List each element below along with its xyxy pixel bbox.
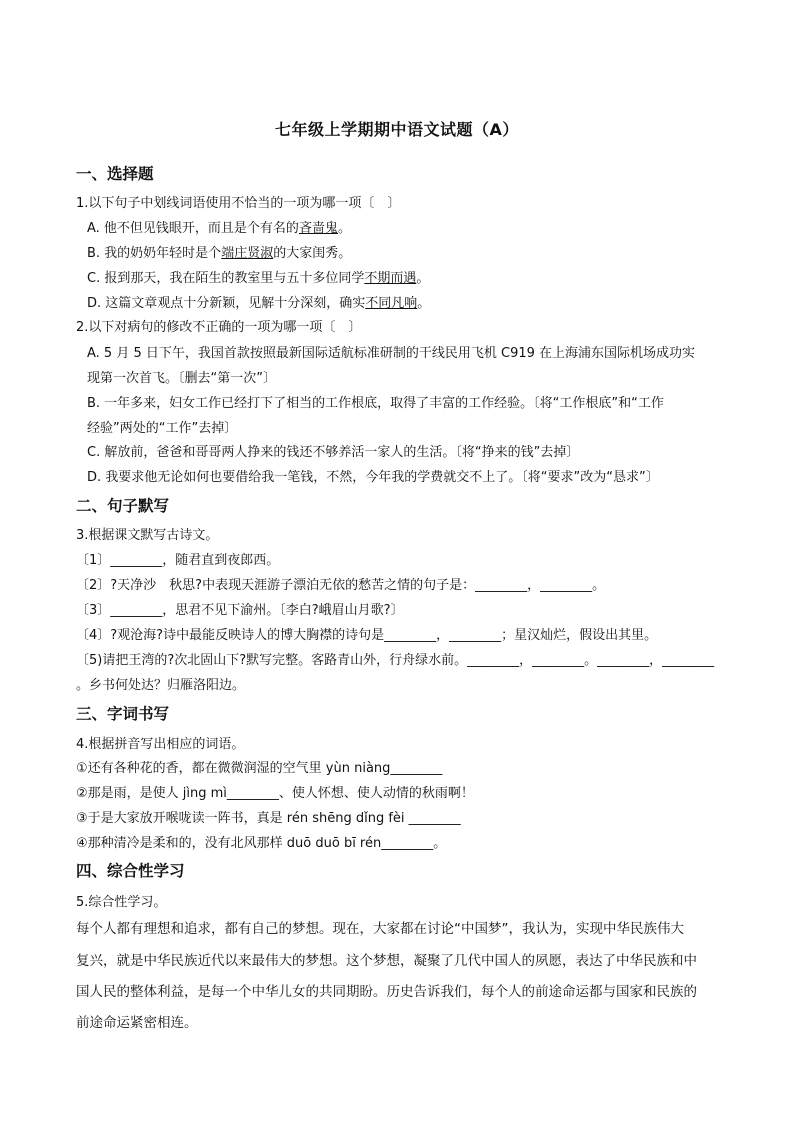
question-5-paragraph-line-1: 每个人都有理想和追求，都有自己的梦想。现在，大家都在讨论“中国梦”，我认为，实现中华民族伟大 — [76, 921, 684, 937]
question-3-item-5-cont: 。乡书何处达？归雁洛阳边。 — [76, 678, 246, 693]
section-heading-recitation: 二、句子默写 — [76, 497, 170, 515]
question-2-option-d: D. 我要求他无论如何也要借给我一笔钱，不然，今年我的学费就交不上了。〔将“要求”改为“恳求”〕 — [87, 470, 659, 485]
question-1-option-a: A. 他不但见钱眼开，而且是个有名的吝啬鬼。 — [87, 221, 351, 236]
question-3-item-5: 〔5)请把王湾的?次北固山下?默写完整。客路青山外，行舟绿水前。________，________。________，________ — [76, 653, 715, 668]
question-3-item-1: 〔1〕________，随君直到夜郎西。 — [76, 553, 280, 568]
question-4-item-3: ③于是大家放开喉咙读一阵书，真是 rén shēng dǐng fèi ________ — [76, 811, 461, 826]
question-3-item-3: 〔3〕________，思君不见下渝州。〔李白?峨眉山月歌?〕 — [76, 603, 404, 618]
question-2-option-b: B. 一年多来，妇女工作已经打下了相当的工作根底，取得了丰富的工作经验。〔将“工作根底”和“工作 — [87, 396, 664, 411]
question-3-item-2: 〔2〕?天净沙 秋思?中表现天涯游子漂泊无依的愁苦之情的句子是：________，________。 — [76, 578, 606, 593]
section-heading-vocabulary: 三、字词书写 — [76, 705, 170, 723]
question-3-item-4: 〔4〕?观沧海?诗中最能反映诗人的博大胸襟的诗句是________，________；星汉灿烂，假设出其里。 — [76, 628, 658, 643]
question-4-item-2: ②那是雨，是使人 jìng mì________、使人怀想、使人动情的秋雨啊！ — [76, 786, 474, 801]
question-2-stem: 2.以下对病句的修改不正确的一项为哪一项〔 〕 — [76, 320, 362, 335]
question-2-option-c: C. 解放前，爸爸和哥哥两人挣来的钱还不够养活一家人的生活。〔将“挣来的钱”去掉〕 — [87, 445, 580, 460]
question-4-item-1: ①还有各种花的香，都在微微润湿的空气里 yùn niàng________ — [76, 761, 443, 776]
page-title: 七年级上学期期中语文试题（A） — [275, 120, 519, 139]
question-4-stem: 4.根据拼音写出相应的词语。 — [76, 737, 245, 752]
question-4-item-4: ④那种清冷是柔和的，没有北风那样 duō duō bī rén________。 — [76, 836, 447, 851]
section-heading-choice: 一、选择题 — [76, 165, 154, 183]
question-1-stem: 1.以下句子中划线词语使用不恰当的一项为哪一项〔 〕 — [76, 196, 401, 211]
question-2-option-a: A. 5 月 5 日下午，我国首款按照最新国际适航标准研制的干线民用飞机 C919 在上海浦东国际机场成功实 — [87, 346, 696, 361]
question-5-stem: 5.综合性学习。 — [76, 895, 167, 910]
question-5-paragraph-line-4: 前途命运紧密相连。 — [76, 1015, 198, 1031]
section-heading-comprehensive: 四、综合性学习 — [76, 862, 185, 880]
question-2-option-a-cont: 现第一次首飞。〔删去“第一次”〕 — [87, 371, 276, 386]
question-5-paragraph-line-3: 国人民的整体利益，是每一个中华儿女的共同期盼。历史告诉我们，每个人的前途命运都与国家和民族的 — [76, 984, 697, 1000]
question-1-option-d: D. 这篇文章观点十分新颖，见解十分深刻，确实不同凡响。 — [87, 296, 431, 311]
question-1-option-b: B. 我的奶奶年轻时是个端庄贤淑的大家闺秀。 — [87, 246, 352, 261]
question-1-option-c: C. 报到那天，我在陌生的教室里与五十多位同学不期而遇。 — [87, 271, 430, 286]
question-3-stem: 3.根据课文默写古诗文。 — [76, 528, 219, 543]
question-5-paragraph-line-2: 复兴，就是中华民族近代以来最伟大的梦想。这个梦想，凝聚了几代中国人的夙愿，表达了中华民族和中 — [76, 953, 697, 969]
question-2-option-b-cont: 经验”两处的“工作”去掉〕 — [87, 421, 238, 436]
